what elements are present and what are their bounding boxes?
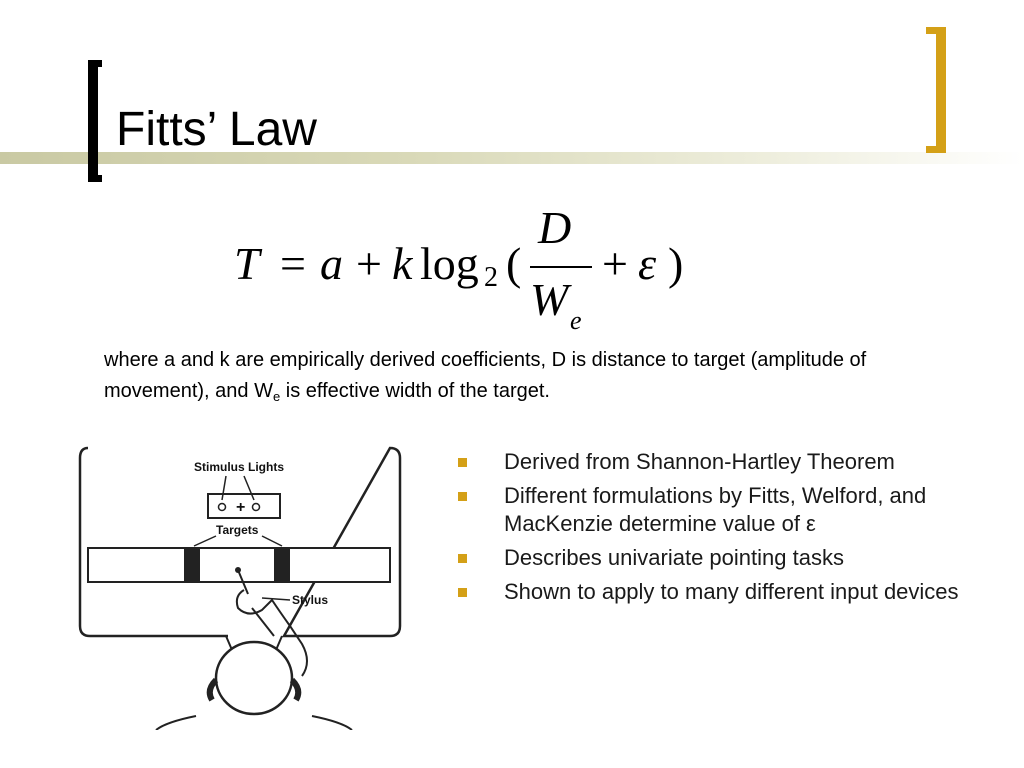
eq-epsilon: ε (638, 238, 657, 289)
arrow-target-right (262, 536, 282, 546)
bullet-item (456, 482, 976, 538)
target-right (274, 548, 290, 582)
eq-close-paren: ) (668, 238, 684, 289)
target-left (184, 548, 200, 582)
bullet-item (456, 448, 976, 476)
stylus-label: Stylus (292, 593, 329, 607)
eq-denominator-sub-e: e (570, 306, 582, 335)
eq-fraction-line (530, 266, 592, 268)
eq-equals: = (280, 238, 306, 289)
right-bracket-decoration (926, 27, 946, 153)
eq-denominator-W: W (530, 274, 569, 325)
head (216, 642, 292, 714)
slide-title: Fitts’ Law (116, 103, 317, 156)
fitts-law-equation (232, 204, 692, 334)
arrow-stylus (262, 598, 290, 600)
eq-log: log (420, 238, 479, 289)
eq-plus: + (356, 238, 382, 289)
table-outline (80, 448, 400, 636)
bullet-text: Describes univariate pointing tasks (504, 545, 844, 570)
equation-explanation (104, 345, 924, 412)
square-bullet-icon (458, 554, 467, 563)
eq-a: a (320, 238, 343, 289)
note-text-end: is effective width of the target. (280, 380, 550, 402)
targets-label: Targets (216, 523, 259, 537)
eq-T: T (234, 238, 260, 289)
target-strip (88, 548, 390, 582)
square-bullet-icon (458, 588, 467, 597)
eq-log-base: 2 (484, 262, 498, 293)
square-bullet-icon (458, 492, 467, 501)
note-text: where a and k are empirically derived coefficients, D is distance to target (amplitude of movement), and W (104, 349, 867, 402)
bullet-item (456, 544, 976, 572)
eq-k: k (392, 238, 413, 289)
bullet-text: Different formulations by Fitts, Welford, and MacKenzie determine value of ε (504, 483, 927, 536)
bullet-list (456, 448, 976, 612)
eq-numerator-D: D (538, 202, 572, 253)
stimulus-plus-sign: + (236, 499, 246, 516)
bullet-item (456, 578, 976, 606)
arrow-target-left (194, 536, 216, 546)
eq-plus-2: + (602, 238, 628, 289)
bullet-text: Derived from Shannon-Hartley Theorem (504, 449, 895, 474)
stimulus-lights-label: Stimulus Lights (194, 460, 284, 474)
fitts-experiment-diagram (76, 440, 406, 730)
eq-open-paren: ( (506, 238, 522, 289)
bullet-text: Shown to apply to many different input devices (504, 579, 959, 604)
experiment-illustration (76, 440, 406, 730)
square-bullet-icon (458, 458, 467, 467)
shoulders (156, 716, 352, 730)
note-subscript: e (272, 389, 281, 404)
left-bracket-decoration (88, 60, 102, 182)
